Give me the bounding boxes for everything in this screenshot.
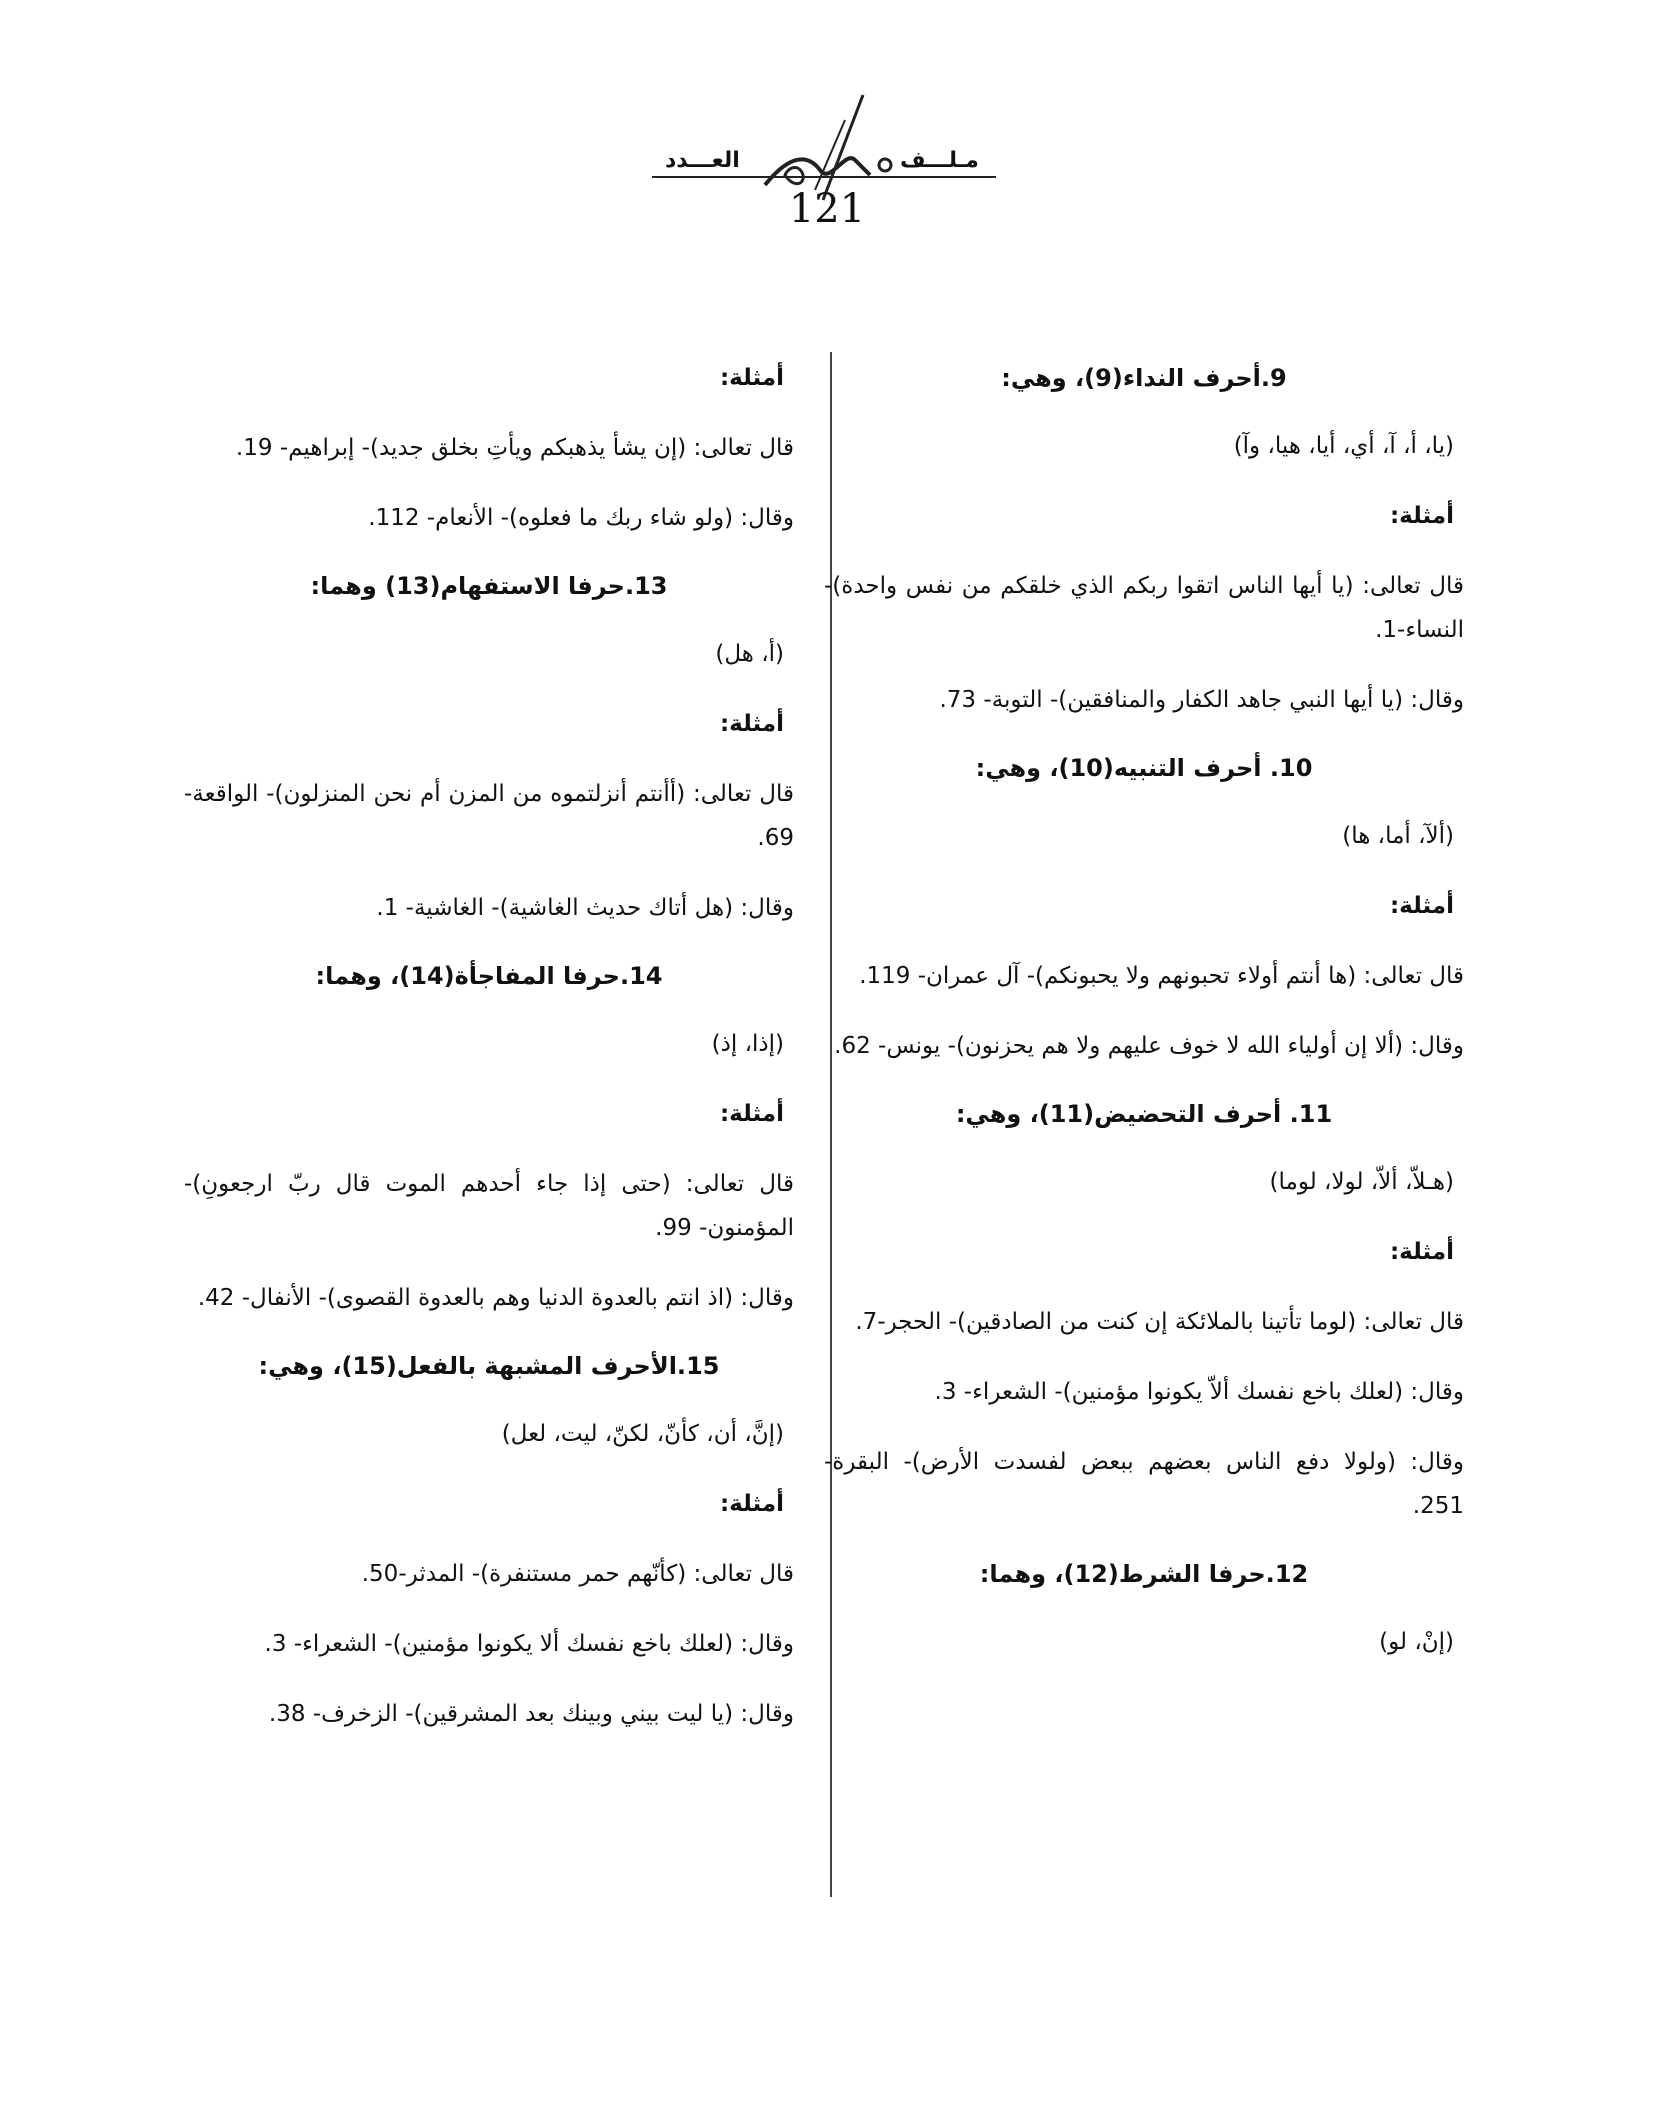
example-paragraph: وقال: (ولو شاء ربك ما فعلوه)- الأنعام- 112. bbox=[368, 505, 794, 531]
example-paragraph: قال تعالى: (ها أنتم أولاء تحبونهم ولا يحبونكم)- آل عمران- 119. bbox=[859, 963, 1464, 989]
examples-label: أمثلة: bbox=[719, 365, 784, 391]
example-paragraph: وقال: (يا أيها النبي جاهد الكفار والمنافقين)- التوبة- 73. bbox=[939, 687, 1464, 713]
section-heading: 15.الأحرف المشبهة بالفعل(15)، وهي: bbox=[258, 1352, 720, 1380]
examples-label: أمثلة: bbox=[719, 1491, 784, 1517]
section-heading: 11. أحرف التحضيض(11)، وهي: bbox=[955, 1100, 1333, 1128]
example-paragraph: قال تعالى: (إن يشأ يذهبكم ويأتِ بخلق جديد)- إبراهيم- 19. bbox=[235, 435, 794, 461]
header-label-file: مـلـــف bbox=[900, 148, 979, 173]
example-paragraph: وقال: (ألا إن أولياء الله لا خوف عليهم ولا هم يحزنون)- يونس- 62. bbox=[834, 1033, 1464, 1059]
example-paragraph: قال تعالى: (أأنتم أنزلتموه من المزن أم نحن المنزلون)- الواقعة- 69. bbox=[184, 781, 794, 851]
letters-list: (إنْ، لو) bbox=[1379, 1629, 1454, 1655]
letters-list: (ألآ، أما، ها) bbox=[1342, 823, 1454, 849]
section-heading: 14.حرفا المفاجأة(14)، وهما: bbox=[315, 962, 663, 990]
section-heading: 9.أحرف النداء(9)، وهي: bbox=[1001, 364, 1287, 392]
page-number: 121 bbox=[788, 186, 866, 232]
example-paragraph: قال تعالى: (كأنّهم حمر مستنفرة)- المدثر-50. bbox=[361, 1561, 794, 1587]
examples-label: أمثلة: bbox=[1389, 893, 1454, 919]
example-paragraph: وقال: (لعلك باخع نفسك ألاّ يكونوا مؤمنين)- الشعراء- 3. bbox=[934, 1379, 1464, 1405]
right-column bbox=[824, 358, 1464, 1692]
letters-list: (إنَّ، أن، كأنّ، لكنّ، ليت، لعل) bbox=[501, 1421, 784, 1447]
left-column bbox=[184, 358, 794, 1762]
example-paragraph: وقال: (يا ليت بيني وبينك بعد المشرقين)- الزخرف- 38. bbox=[268, 1701, 794, 1727]
examples-label: أمثلة: bbox=[1389, 503, 1454, 529]
page-header bbox=[0, 0, 1654, 240]
example-paragraph: قال تعالى: (لوما تأتينا بالملائكة إن كنت من الصادقين)- الحجر-7. bbox=[855, 1309, 1464, 1335]
examples-label: أمثلة: bbox=[719, 711, 784, 737]
section-heading: 13.حرفا الاستفهام(13) وهما: bbox=[310, 572, 668, 600]
letters-list: (هـلاّ، ألاّ، لولا، لوما) bbox=[1269, 1169, 1454, 1195]
examples-label: أمثلة: bbox=[719, 1101, 784, 1127]
letters-list: (أ، هل) bbox=[715, 641, 784, 667]
example-paragraph: قال تعالى: (يا أيها الناس اتقوا ربكم الذي خلقكم من نفس واحدة)- النساء-1. bbox=[824, 573, 1464, 643]
section-heading: 10. أحرف التنبيه(10)، وهي: bbox=[975, 754, 1313, 782]
header-rule bbox=[652, 176, 996, 178]
example-paragraph: قال تعالى: (حتى إذا جاء أحدهم الموت قال ربّ ارجعونِ)- المؤمنون- 99. bbox=[184, 1171, 794, 1241]
example-paragraph: وقال: (لعلك باخع نفسك ألا يكونوا مؤمنين)- الشعراء- 3. bbox=[264, 1631, 794, 1657]
examples-label: أمثلة: bbox=[1389, 1239, 1454, 1265]
example-paragraph: وقال: (ولولا دفع الناس بعضهم ببعض لفسدت الأرض)- البقرة- 251. bbox=[824, 1449, 1464, 1519]
example-paragraph: وقال: (هل أتاك حديث الغاشية)- الغاشية- 1. bbox=[376, 895, 794, 921]
section-heading: 12.حرفا الشرط(12)، وهما: bbox=[979, 1560, 1309, 1588]
header-label-issue: العـــدد bbox=[665, 148, 740, 173]
example-paragraph: وقال: (اذ انتم بالعدوة الدنيا وهم بالعدوة القصوى)- الأنفال- 42. bbox=[197, 1285, 794, 1311]
letters-list: (يا، أ، آ، أي، أيا، هيا، وآ) bbox=[1233, 433, 1454, 459]
letters-list: (إذا، إذ) bbox=[711, 1031, 784, 1057]
